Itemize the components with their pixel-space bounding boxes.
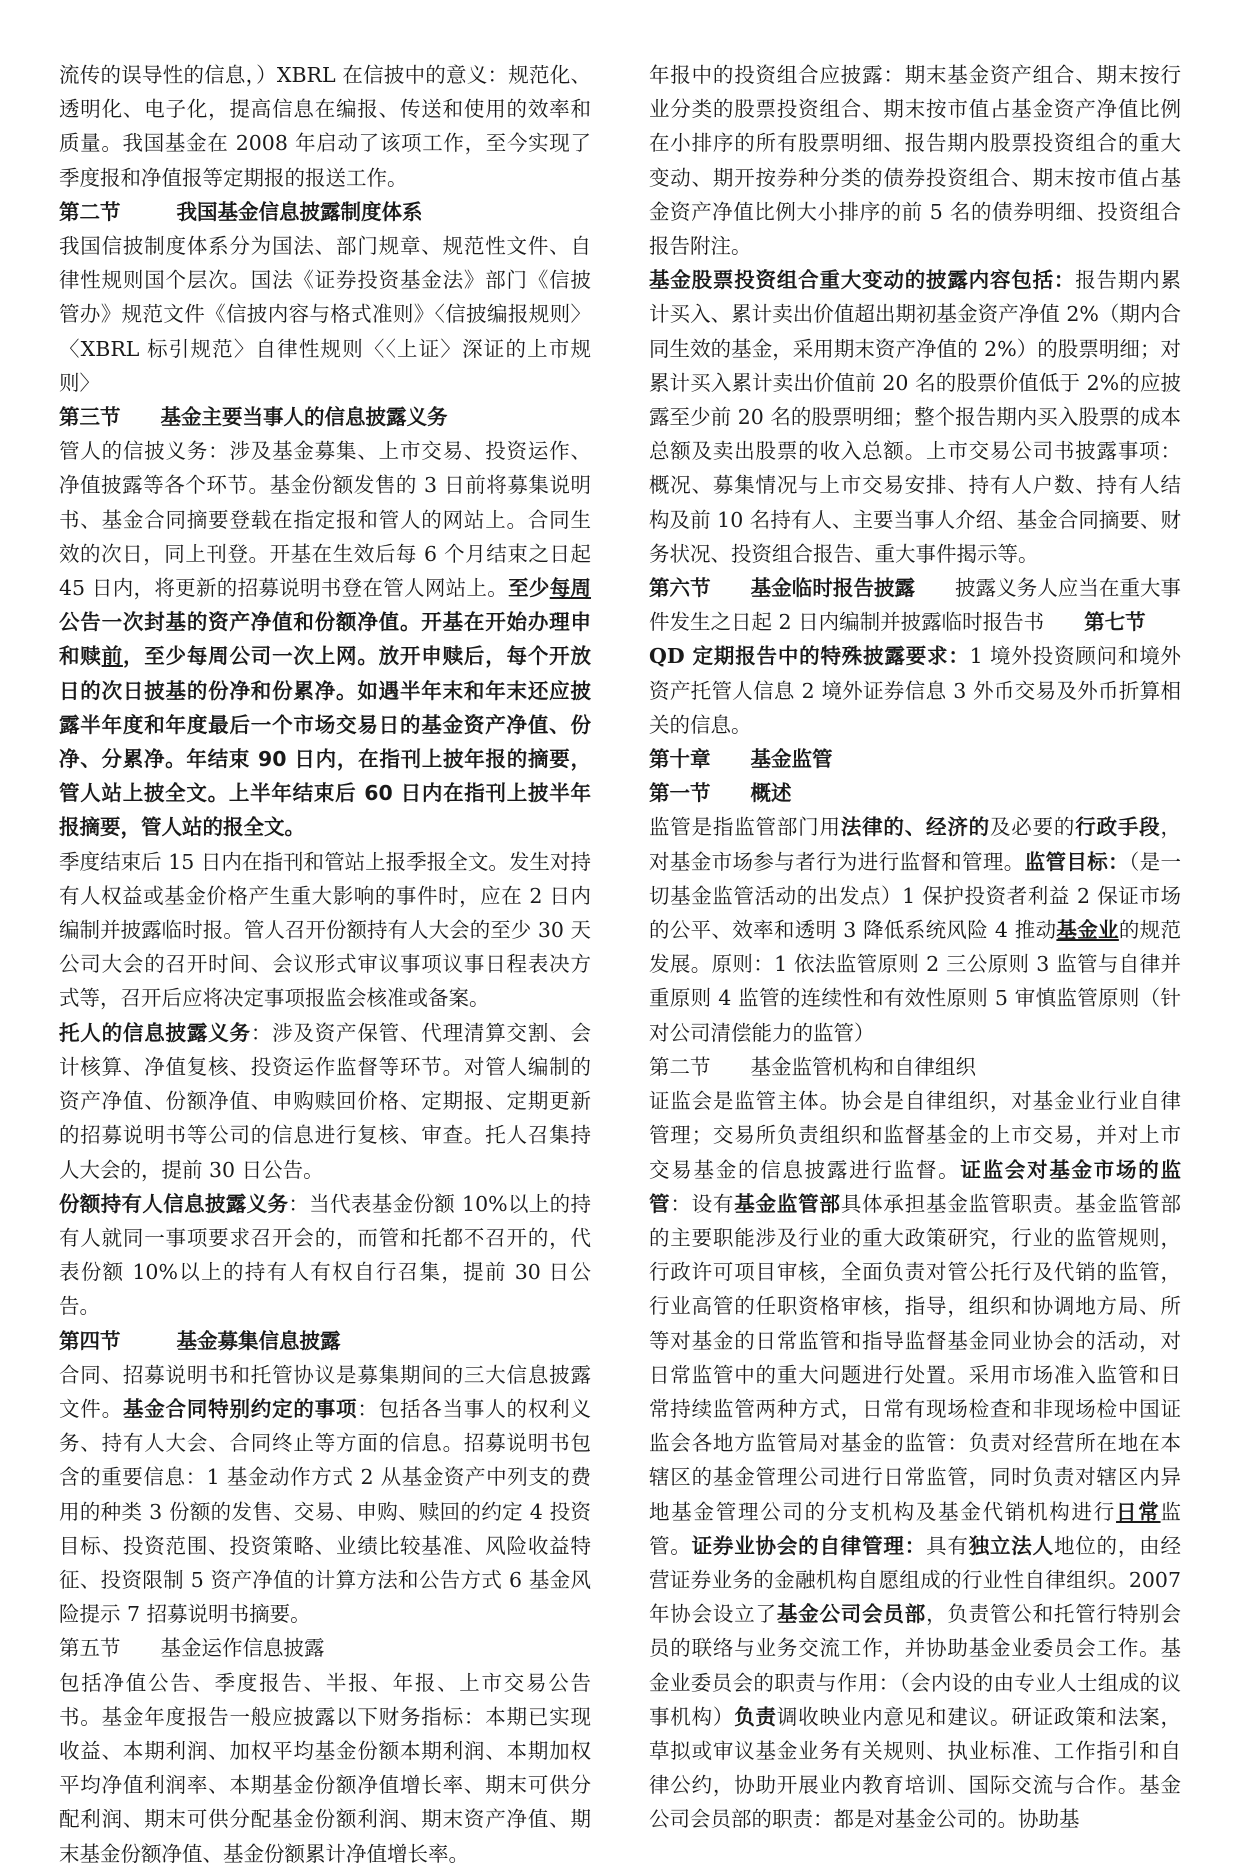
bold-text: 行政手段 bbox=[1075, 815, 1161, 840]
chapter-heading bbox=[649, 742, 1181, 776]
paragraph-text: 报告期内累计买入、累计卖出价值超出期初基金资产净值 2%（期内合同生效的基金，采用期末资产净值的 2%）的股票明细；对累计买入累计卖出价值前 20 名的股票价值低于 2%的应披露至少前 20 名的股票明细；整个报告期内买入股票的成本总额及卖出股票的收入总额。上市交易公司书披露事项：概况、募集情况与上市交易安排、持有人户数、持有人结构及前 10 名持有人、主要当事人介绍、基金合同摘要、财务状况、投资组合报告、重大事件揭示等。 bbox=[649, 268, 1181, 566]
paragraph bbox=[59, 1358, 591, 1632]
underlined-text: 日常 bbox=[1116, 1499, 1161, 1524]
bold-text: 基金公司会员部 bbox=[776, 1602, 927, 1627]
bold-text: QD 定期报告中的特殊披露要求： bbox=[649, 644, 970, 669]
section-title: 我国基金信息披露制度体系 bbox=[176, 199, 423, 224]
paragraph-text: 年报中的投资组合应披露：期末基金资产组合、期末按行业分类的股票投资组合、期末按市值占基金资产净值比例在小排序的所有股票明细、报告期内股票投资组合的重大变动、期开按券种分类的债券投资组合、期末按市值占基金资产净值比例大小排序的前 5 名的债券明细、投资组合报告附注。 bbox=[649, 63, 1181, 259]
paragraph-text: 流传的误导性的信息，）XBRL 在信披中的意义：规范化、透明化、电子化，提高信息在编报、传送和使用的效率和质量。我国基金在 2008 年启动了该项工作，至今实现了季度报和净值报等定期报的报送工作。 bbox=[59, 63, 591, 190]
bold-text: 公告一次封基的资产净值和份额净值。开基在开始办理申和赎 bbox=[59, 610, 591, 669]
paragraph-text: 的规范发展。原则：1 依法监管原则 2 三公原则 3 监管与自律并重原则 4 监管的连续性和有效性原则 5 审慎监管原则（针对公司清偿能力的监管） bbox=[649, 918, 1182, 1045]
bold-text: 基金监管部 bbox=[734, 1191, 841, 1216]
paragraph bbox=[59, 845, 591, 1016]
paragraph bbox=[649, 263, 1181, 571]
bold-text: 法律的、经济的 bbox=[840, 815, 990, 840]
paragraph-text: 监管。 bbox=[649, 1499, 1182, 1558]
section-heading bbox=[59, 195, 591, 229]
section-title: 概述 bbox=[750, 781, 792, 806]
section-title: 基金主要当事人的信息披露义务 bbox=[160, 405, 448, 430]
paragraph bbox=[59, 1016, 591, 1187]
paragraph-text: ：当代表基金份额 10%以上的持有人就同一事项要求召开会的，而管和托都不召开的，代表份额 10%以上的持有人有权自行召集，提前 30 日公告。 bbox=[59, 1191, 591, 1319]
paragraph bbox=[649, 639, 1181, 742]
paragraph bbox=[649, 810, 1181, 1049]
underlined-text: 前 bbox=[101, 644, 123, 669]
section-number: 第一节 bbox=[649, 781, 711, 806]
section-heading bbox=[649, 776, 1181, 810]
paragraph-text: 包括净值公告、季度报告、半报、年报、上市交易公告书。基金年度报告一般应披露以下财务指标：本期已实现收益、本期利润、加权平均基金份额本期利润、本期加权平均净值利润率、本期基金份额净值增长率、期末可供分配利润、期末可供分配基金份额利润、期末资产净值、期末基金份额净值、基金份额累计净值增长率。 bbox=[59, 1670, 591, 1866]
underlined-text: 基金业 bbox=[1056, 918, 1119, 943]
paragraph bbox=[649, 571, 1181, 639]
paragraph bbox=[59, 229, 591, 400]
left-column bbox=[59, 58, 591, 1871]
paragraph bbox=[59, 1666, 591, 1871]
section-number: 第二节 bbox=[649, 1054, 711, 1079]
paragraph bbox=[649, 58, 1181, 263]
paragraph bbox=[59, 58, 591, 195]
section-number: 第四节 bbox=[59, 1328, 121, 1353]
bold-text: ，至少每周公司一次上网。放开申赎后，每个开放日的次日披基的份净和份累净。如遇半年末和年末还应披露半年度和年度最后一个市场交易日的基金资产净值、份净、分累净。年结束 90 日内，在指刊上披年报的摘要，管人站上披全文。上半年结束后 60 日内在指刊上披半年报摘要，管人站的报全文。 bbox=[59, 644, 591, 840]
paragraph bbox=[59, 434, 591, 844]
bold-text: 负责 bbox=[734, 1704, 777, 1729]
paragraph-text: ，对基金市场参与者行为进行监督和管理。 bbox=[649, 815, 1181, 874]
paragraph bbox=[59, 1187, 591, 1324]
section-number: 第七节 bbox=[1084, 610, 1146, 635]
section-number: 第二节 bbox=[59, 199, 121, 224]
paragraph-text: 披露义务人应当在重大事件发生之日起 2 日内编制并披露临时报告书 bbox=[649, 576, 1182, 635]
paragraph-text: 合同、招募说明书和托管协议是募集期间的三大信息披露文件。 bbox=[59, 1362, 591, 1421]
section-number: 第五节 bbox=[59, 1636, 121, 1661]
paragraph-text: 及必要的 bbox=[990, 815, 1076, 840]
bold-text: 证监会对基金市场的监管 bbox=[649, 1157, 1182, 1216]
section-title: 基金监管机构和自律组织 bbox=[750, 1054, 976, 1079]
section-title: 基金运作信息披露 bbox=[160, 1636, 325, 1661]
section-number: 第三节 bbox=[59, 405, 121, 430]
paragraph-text: 证监会是监管主体。协会是自律组织，对基金业行业自律管理；交易所负责组织和监督基金的上市交易，并对上市交易基金的信息披露进行监督。 bbox=[649, 1089, 1181, 1182]
section-heading bbox=[59, 1324, 591, 1358]
paragraph-text: ：涉及资产保管、代理清算交割、会计核算、净值复核、投资运作监督等环节。对管人编制的资产净值、份额净值、申购赎回价格、定期报、定期更新的招募说明书等公司的信息进行复核、审查。托人召集持人大会的，提前 30 日公告。 bbox=[59, 1020, 591, 1182]
bold-text: 监管目标： bbox=[1024, 849, 1130, 874]
paragraph-text: 具有 bbox=[926, 1533, 969, 1558]
paragraph-text: ：设有 bbox=[670, 1191, 735, 1216]
paragraph-text: 1 境外投资顾问和境外资产托管人信息 2 境外证券信息 3 外币交易及外币折算相关的信息。 bbox=[649, 644, 1181, 737]
bold-text: 基金股票投资组合重大变动的披露内容包括： bbox=[649, 268, 1076, 293]
bold-text: 托人的信息披露义务 bbox=[59, 1020, 251, 1045]
paragraph-text: 地位的，由经营证券业务的金融机构自愿组成的行业性自律组织。2007 年协会设立了 bbox=[649, 1533, 1181, 1627]
chapter-title: 基金监管 bbox=[750, 747, 833, 772]
underlined-text: 每周 bbox=[549, 576, 592, 601]
paragraph bbox=[649, 1084, 1181, 1836]
section-number: 第六节 bbox=[649, 576, 711, 601]
paragraph-text: ，负责管公和托管行特别会员的联络与业务交流工作，并协助基金业委员会工作。基金业委员会的职责与作用：（会内设的由专业人士组成的议事机构） bbox=[649, 1602, 1181, 1729]
chapter-number: 第十章 bbox=[649, 747, 711, 772]
bold-text: 证券业协会的自律管理： bbox=[691, 1533, 927, 1558]
paragraph-text: （是一切基金监管活动的出发点）1 保护投资者利益 2 保证市场的公平、效率和透明 3 降低系统风险 4 推动 bbox=[649, 849, 1182, 943]
section-title: 基金临时报告披露 bbox=[750, 576, 916, 601]
paragraph-text: 我国信披制度体系分为国法、部门规章、规范性文件、自律性规则国个层次。国法《证券投资基金法》部门《信披管办》规范文件《信披内容与格式准则》〈信披编报规则〉〈XBRL 标引规范〉自律性规则〈〈上证〉深证的上市规则〉 bbox=[59, 234, 591, 395]
paragraph-text: 监管是指监管部门用 bbox=[649, 815, 841, 840]
bold-text: 至少 bbox=[508, 576, 550, 601]
bold-text: 基金合同特别约定的事项 bbox=[122, 1396, 358, 1421]
section-heading bbox=[59, 1631, 591, 1665]
section-title: 基金募集信息披露 bbox=[176, 1328, 341, 1353]
section-heading bbox=[59, 400, 591, 434]
right-column bbox=[649, 58, 1181, 1837]
paragraph-text: 具体承担基金监管职责。基金监管部的主要职能涉及行业的重大政策研究，行业的监管规则，行政许可项目审核，全面负责对管公托行及代销的监管，行业高管的任职资格审核，指导，组织和协调地方局、所等对基金的日常监管和指导监督基金同业协会的活动，对日常监管中的重大问题进行处置。采用市场准入监管和日常持续监管两种方式，日常有现场检查和非现场检中国证监会各地方监管局对基金的监管：负责对经营所在地在本辖区的基金管理公司进行日常监管，同时负责对辖区内异地基金管理公司的分支机构及基金代销机构进行 bbox=[649, 1191, 1181, 1524]
bold-text: 份额持有人信息披露义务 bbox=[59, 1191, 289, 1216]
paragraph-text: 管人的信披义务：涉及基金募集、上市交易、投资运作、净值披露等各个环节。基金份额发售的 3 日前将募集说明书、基金合同摘要登载在指定报和管人的网站上。合同生效的次日，同上刊登。开基在生效后每 6 个月结束之日起 45 日内，将更新的招募说明书登在管人网站上。 bbox=[59, 439, 591, 601]
bold-text: 独立法人 bbox=[968, 1533, 1054, 1558]
paragraph-text: 季度结束后 15 日内在指刊和管站上报季报全文。发生对持有人权益或基金价格产生重大影响的事件时，应在 2 日内编制并披露临时报。管人召开份额持有人大会的至少 30 天公司大会的召开时间、会议形式审议事项议事日程表决方式等，召开后应将决定事项报监会核准或备案。 bbox=[59, 849, 591, 1011]
paragraph-text: ：包括各当事人的权利义务、持有人大会、合同终止等方面的信息。招募说明书包含的重要信息：1 基金动作方式 2 从基金资产中列支的费用的种类 3 份额的发售、交易、申购、赎回的约定 4 投资目标、投资范围、投资策略、业绩比较基准、风险收益特征、投资限制 5 资产净值的计算方法和公告方式 6 基金风险提示 7 招募说明书摘要。 bbox=[59, 1396, 591, 1627]
section-heading bbox=[649, 1050, 1181, 1084]
paragraph-text: 调收映业内意见和建议。研证政策和法案，草拟或审议基金业务有关规则、执业标准、工作指引和自律公约，协助开展业内教育培训、国际交流与合作。基金公司会员部的职责：都是对基金公司的。协助基 bbox=[649, 1704, 1181, 1832]
